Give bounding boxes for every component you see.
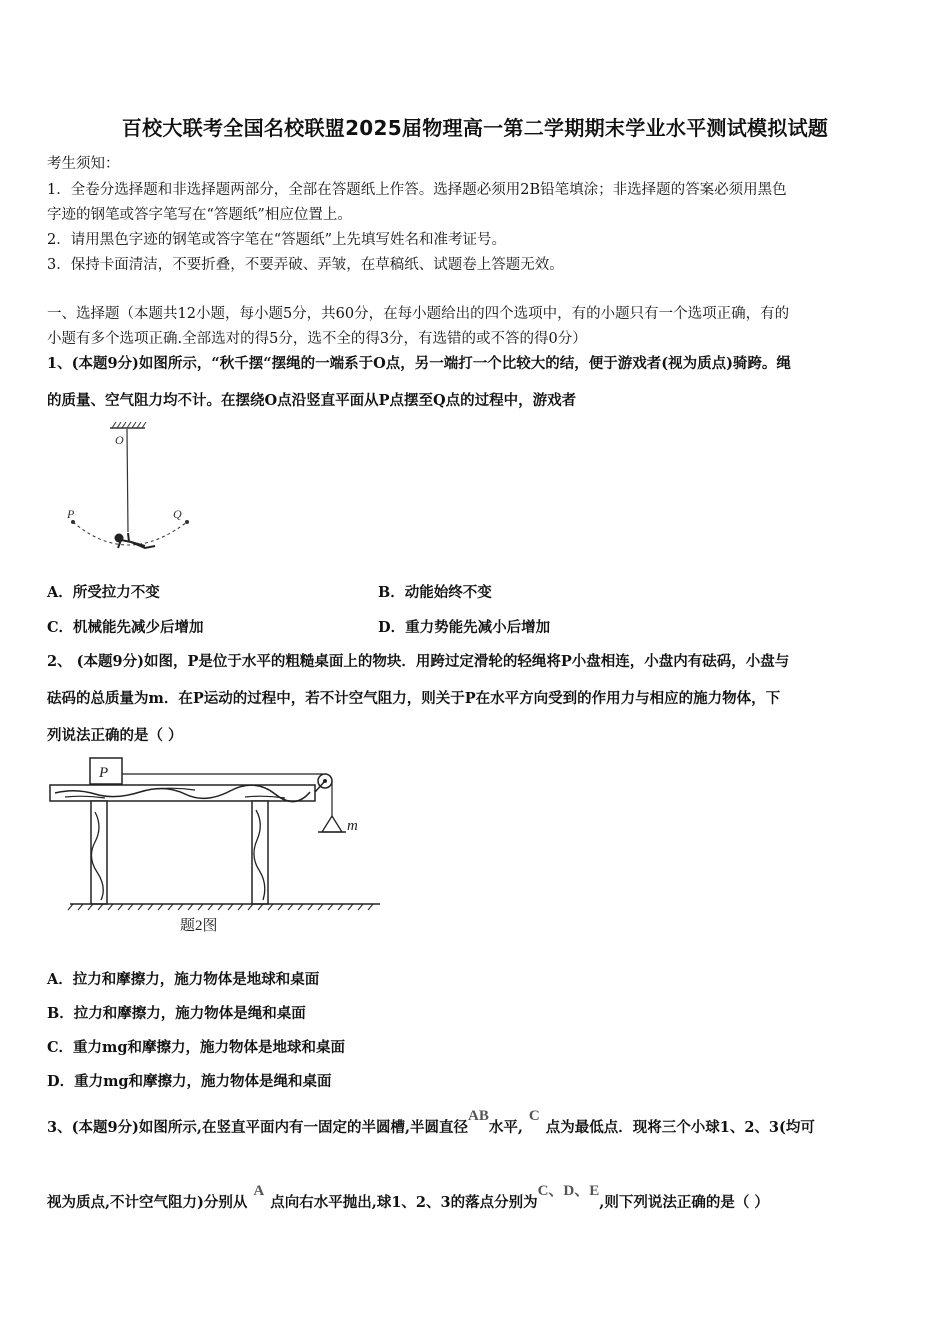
- q3-stem-line-2: [47, 1183, 769, 1212]
- q3-stem-1b: 水平,: [488, 1119, 523, 1136]
- q3-stem-2b: 点向右水平抛出,球1、2、3的落点分别为: [270, 1194, 538, 1211]
- q2-stem-line-3: 列说法正确的是（ ）: [47, 727, 183, 744]
- q3-stem-2a: 视为质点,不计空气阻力)分别从: [47, 1194, 248, 1211]
- q1-label-o: O: [115, 433, 124, 447]
- q3-stem-line-1: [47, 1108, 815, 1137]
- notice-item-1: 1．全卷分选择题和非选择题两部分，全部在答题纸上作答。选择题必须用2B铅笔填涂；非选择题的答案必须用黑色: [47, 182, 787, 198]
- swing-rope: [127, 429, 128, 532]
- table-leg-left: [91, 801, 107, 904]
- q2-label-p: P: [99, 765, 109, 781]
- q3-symbol-ab: AB: [468, 1108, 489, 1124]
- q1-swing-figure: [55, 420, 205, 570]
- scale-pan: [322, 816, 342, 832]
- notice-item-3: 3．保持卡面清洁，不要折叠，不要弄破、弄皱，在草稿纸、试题卷上答题无效。: [47, 257, 564, 273]
- q1-stem-line-1: 1、(本题9分)如图所示，“秋千摆“摆绳的一端系于O点，另一端打一个比较大的结，便于游戏者(视为质点)骑跨。绳: [47, 355, 791, 372]
- q1-option-a[interactable]: A．所受拉力不变: [47, 584, 160, 601]
- q3-stem-1c: 点为最低点．现将三个小球1、2、3(均可: [545, 1119, 815, 1136]
- q1-stem-line-2: 的质量、空气阻力均不计。在摆绕O点沿竖直平面从P点摆至Q点的过程中，游戏者: [47, 392, 577, 409]
- q1-option-d[interactable]: D．重力势能先减小后增加: [378, 619, 551, 636]
- q2-stem-line-1: 2、 (本题9分)如图，P是位于水平的粗糙桌面上的物块．用跨过定滑轮的轻绳将P小盘相连，小盘内有砝码，小盘与: [47, 653, 790, 670]
- q1-option-c[interactable]: C．机械能先减少后增加: [47, 619, 204, 636]
- section-heading-line-2: 小题有多个选项正确.全部选对的得5分，选不全的得3分，有选错的或不答的得0分）: [47, 331, 587, 347]
- q2-option-d[interactable]: D．重力mg和摩擦力，施力物体是绳和桌面: [47, 1073, 332, 1090]
- exam-title: 百校大联考全国名校联盟2025届物理高一第二学期期末学业水平测试模拟试题: [121, 116, 829, 140]
- q3-stem-2c: ,则下列说法正确的是（ ）: [599, 1194, 769, 1211]
- q3-symbol-a: A: [253, 1183, 265, 1199]
- q2-option-b[interactable]: B．拉力和摩擦力，施力物体是绳和桌面: [47, 1005, 306, 1022]
- notice-item-2: 2．请用黑色字迹的钢笔或答字笔在“答题纸”上先填写姓名和准考证号。: [47, 232, 507, 248]
- section-heading-line-1: 一、选择题（本题共12小题，每小题5分，共60分，在每小题给出的四个选项中，有的小题只有一个选项正确，有的: [47, 306, 790, 322]
- player-figure: [116, 533, 156, 548]
- q2-figure-caption: 题2图: [180, 918, 218, 934]
- q3-symbol-c: C: [528, 1108, 540, 1124]
- q1-label-p: P: [67, 507, 75, 521]
- q3-stem-1a: 3、(本题9分)如图所示,在竖直平面内有一固定的半圆槽,半圆直径: [47, 1119, 468, 1136]
- q2-table-figure: [45, 752, 390, 942]
- notice-heading: 考生须知：: [47, 156, 120, 172]
- q2-option-c[interactable]: C．重力mg和摩擦力，施力物体是地球和桌面: [47, 1039, 346, 1056]
- q2-label-m: m: [347, 818, 358, 834]
- q2-option-a[interactable]: A．拉力和摩擦力，施力物体是地球和桌面: [47, 971, 320, 988]
- q3-symbol-cde: C、D、E: [537, 1183, 600, 1199]
- notice-item-1-cont: 字迹的钢笔或答字笔写在“答题纸”相应位置上。: [47, 207, 352, 223]
- q1-option-b[interactable]: B．动能始终不变: [378, 584, 492, 601]
- q2-stem-line-2: 砝码的总质量为m．在P运动的过程中，若不计空气阻力，则关于P在水平方向受到的作用力与相应的施力物体，下: [47, 690, 781, 707]
- q1-label-q: Q: [173, 507, 182, 521]
